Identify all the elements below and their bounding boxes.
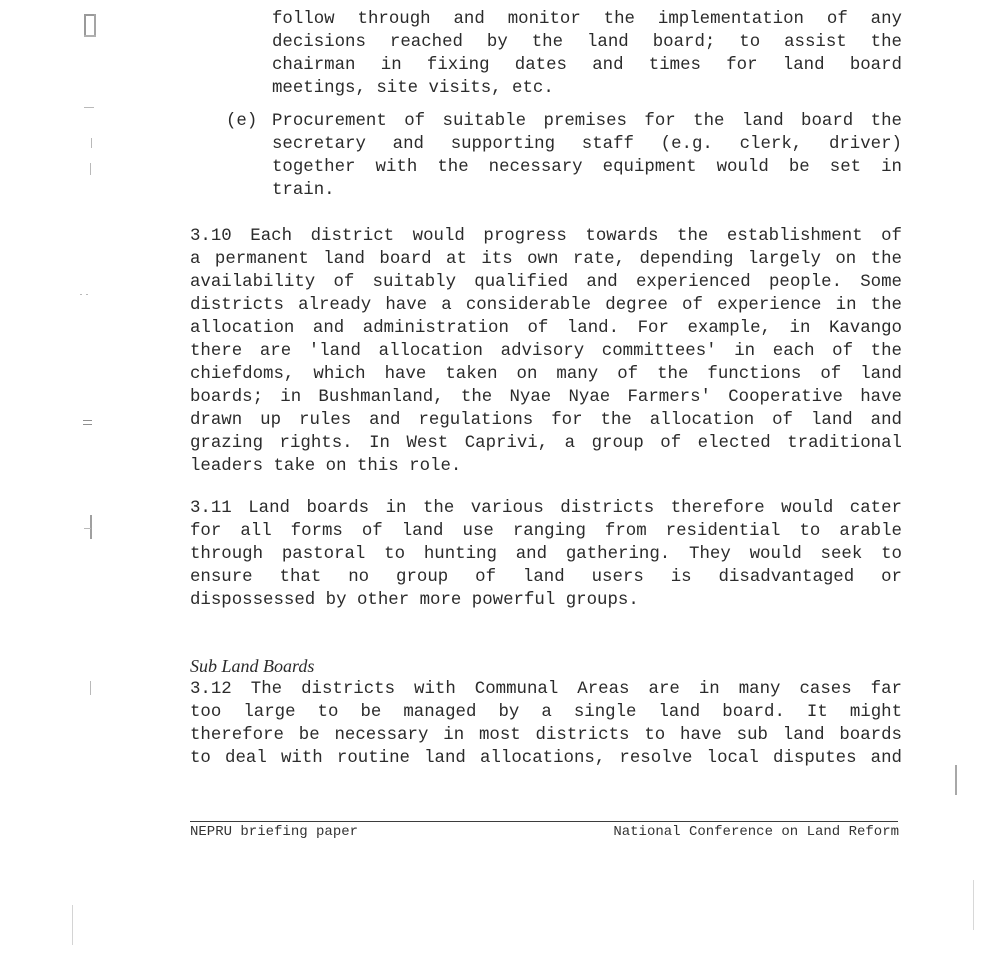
text-line: for all forms of land use ranging from residential to arable [190, 522, 902, 541]
paragraph-3-11 [190, 497, 902, 612]
scan-artifact [90, 163, 91, 175]
text-line: drawn up rules and regulations for the allocation of land and [190, 411, 902, 430]
scan-artifact [90, 681, 91, 695]
text-line: therefore be necessary in most districts to have sub land boards [190, 726, 902, 745]
scan-artifact [86, 294, 88, 295]
text-line: 3.11 Land boards in the various districts therefore would cater [190, 499, 902, 518]
text-line: train. [272, 181, 335, 200]
footer-right: National Conference on Land Reform [613, 824, 899, 840]
scan-artifact [83, 420, 92, 421]
scan-artifact [94, 14, 96, 36]
footer-left: NEPRU briefing paper [190, 824, 359, 840]
text-line: 3.10 Each district would progress towards the establishment of [190, 227, 902, 246]
text-line: Procurement of suitable premises for the land board the [272, 112, 902, 131]
text-line: to deal with routine land allocations, resolve local disputes and [190, 749, 902, 768]
paragraph-3-10 [190, 225, 902, 478]
scan-artifact [955, 765, 957, 795]
scan-artifact [72, 905, 73, 945]
text-line: together with the necessary equipment would be set in [272, 158, 902, 177]
list-marker-e: (e) [226, 112, 258, 131]
text-line: leaders take on this role. [190, 457, 462, 476]
text-line: 3.12 The districts with Communal Areas are in many cases far [190, 680, 902, 699]
scan-artifact [84, 528, 91, 529]
text-line: dispossessed by other more powerful groups. [190, 591, 639, 610]
scan-artifact [90, 515, 92, 539]
text-line: allocation and administration of land. For example, in Kavango [190, 319, 902, 338]
text-line: follow through and monitor the implementation of any [272, 10, 902, 29]
text-line: through pastoral to hunting and gathering. They would seek to [190, 545, 902, 564]
scan-artifact [84, 14, 86, 36]
scan-artifact [84, 35, 96, 37]
text-line: too large to be managed by a single land board. It might [190, 703, 902, 722]
text-line: a permanent land board at its own rate, depending largely on the [190, 250, 902, 269]
text-line: districts already have a considerable degree of experience in the [190, 296, 902, 315]
section-heading: Sub Land Boards [190, 656, 315, 676]
text-line: availability of suitably qualified and experienced people. Some [190, 273, 902, 292]
text-line: secretary and supporting staff (e.g. clerk, driver) [272, 135, 902, 154]
text-line: chairman in fixing dates and times for land board [272, 56, 902, 75]
text-line: ensure that no group of land users is disadvantaged or [190, 568, 902, 587]
scan-artifact [91, 138, 92, 148]
text-line: chiefdoms, which have taken on many of the functions of land [190, 365, 902, 384]
scan-artifact [84, 107, 94, 108]
scan-artifact [973, 880, 974, 930]
list-item-e [272, 110, 902, 202]
scan-artifact [80, 294, 82, 295]
text-line: there are 'land allocation advisory committees' in each of the [190, 342, 902, 361]
text-line: grazing rights. In West Caprivi, a group of elected traditional [190, 434, 902, 453]
text-line: boards; in Bushmanland, the Nyae Nyae Farmers' Cooperative have [190, 388, 902, 407]
paragraph-3-12 [190, 678, 902, 770]
text-line: meetings, site visits, etc. [272, 79, 554, 98]
continued-list-item [272, 8, 902, 100]
scan-artifact [83, 424, 92, 425]
text-line: decisions reached by the land board; to assist the [272, 33, 902, 52]
